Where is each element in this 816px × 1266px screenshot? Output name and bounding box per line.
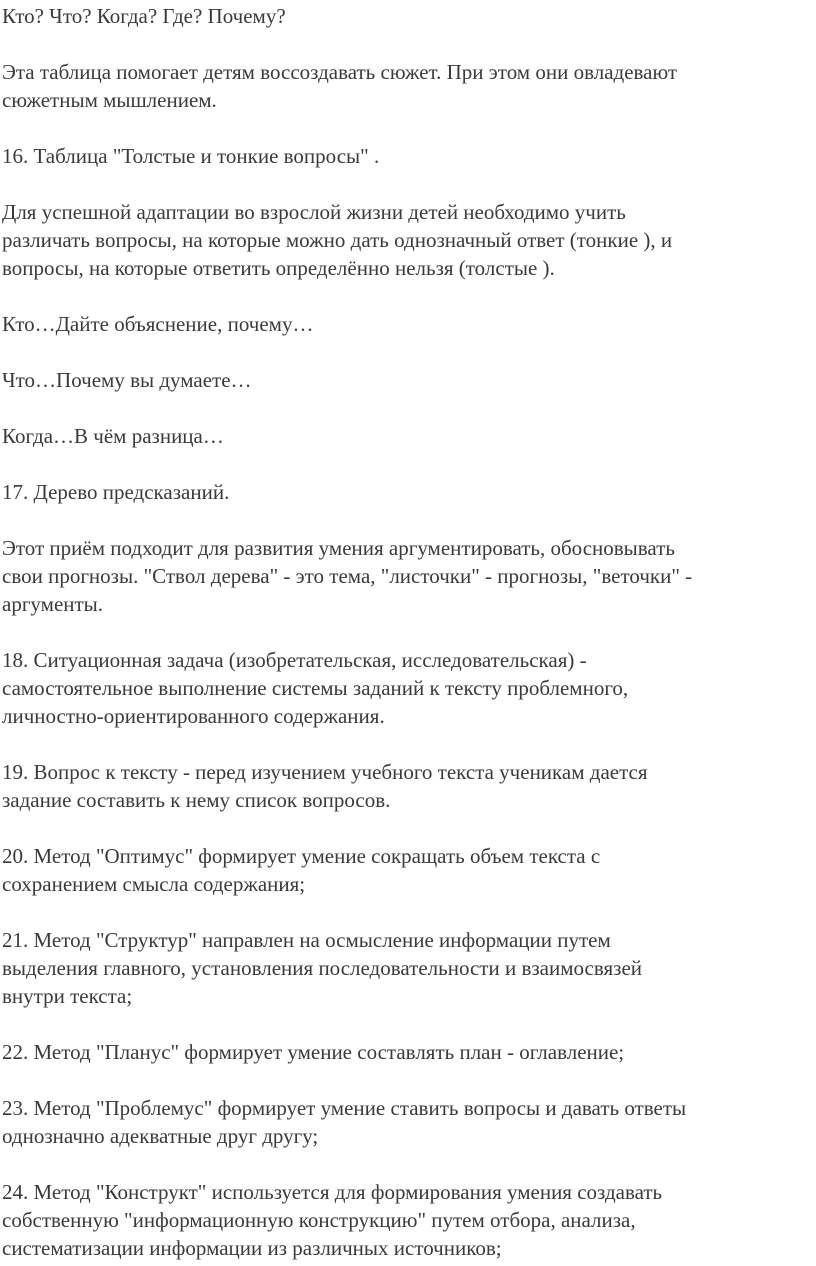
text-line: 21. Метод "Структур" направлен на осмысление информации путем bbox=[2, 928, 611, 952]
paragraph bbox=[0, 758, 802, 814]
text-line: систематизации информации из различных источников; bbox=[2, 1236, 502, 1260]
paragraph bbox=[0, 534, 802, 618]
text-line: Эта таблица помогает детям воссоздавать сюжет. При этом они овладевают bbox=[2, 60, 678, 84]
paragraph bbox=[0, 478, 802, 506]
text-line: 24. Метод "Конструкт" используется для формирования умения создавать bbox=[2, 1180, 663, 1204]
paragraph bbox=[0, 422, 802, 450]
text-line: Когда…В чём разница… bbox=[2, 424, 224, 448]
paragraph bbox=[0, 1178, 802, 1262]
text-line: внутри текста; bbox=[2, 984, 133, 1008]
text-line: Кто? Что? Когда? Где? Почему? bbox=[2, 4, 286, 28]
text-line: сюжетным мышлением. bbox=[2, 88, 217, 112]
paragraph bbox=[0, 1038, 802, 1066]
text-line: 17. Дерево предсказаний. bbox=[2, 480, 230, 504]
paragraph bbox=[0, 58, 802, 114]
text-line: 20. Метод "Оптимус" формирует умение сокращать объем текста с bbox=[2, 844, 601, 868]
paragraph bbox=[0, 198, 802, 282]
text-line: аргументы. bbox=[2, 592, 104, 616]
text-line: различать вопросы, на которые можно дать однозначный ответ (тонкие ), и bbox=[2, 228, 673, 252]
paragraph bbox=[0, 842, 802, 898]
text-line: Этот приём подходит для развития умения аргументировать, обосновывать bbox=[2, 536, 675, 560]
text-line: 18. Ситуационная задача (изобретательская, исследовательская) - bbox=[2, 648, 587, 672]
paragraph bbox=[0, 310, 802, 338]
paragraph bbox=[0, 1094, 802, 1150]
paragraph bbox=[0, 926, 802, 1010]
paragraph bbox=[0, 366, 802, 394]
text-line: Для успешной адаптации во взрослой жизни детей необходимо учить bbox=[2, 200, 626, 224]
text-line: свои прогнозы. "Ствол дерева" - это тема, "листочки" - прогнозы, "веточки" - bbox=[2, 564, 693, 588]
text-line: 16. Таблица "Толстые и тонкие вопросы" . bbox=[2, 144, 380, 168]
text-line: задание составить к нему список вопросов. bbox=[2, 788, 391, 812]
paragraph bbox=[0, 142, 802, 170]
text-line: 22. Метод "Планус" формирует умение составлять план - оглавление; bbox=[2, 1040, 625, 1064]
text-line: сохранением смысла содержания; bbox=[2, 872, 306, 896]
text-line: личностно-ориентированного содержания. bbox=[2, 704, 385, 728]
text-line: 23. Метод "Проблемус" формирует умение ставить вопросы и давать ответы bbox=[2, 1096, 687, 1120]
text-line: Что…Почему вы думаете… bbox=[2, 368, 252, 392]
text-line: собственную "информационную конструкцию" путем отбора, анализа, bbox=[2, 1208, 636, 1232]
paragraph bbox=[0, 2, 802, 30]
paragraph bbox=[0, 646, 802, 730]
text-line: вопросы, на которые ответить определённо нельзя (толстые ). bbox=[2, 256, 555, 280]
text-line: самостоятельное выполнение системы заданий к тексту проблемного, bbox=[2, 676, 629, 700]
text-line: Кто…Дайте объяснение, почему… bbox=[2, 312, 314, 336]
text-line: однозначно адекватные друг другу; bbox=[2, 1124, 319, 1148]
text-line: выделения главного, установления последовательности и взаимосвязей bbox=[2, 956, 642, 980]
text-line: 19. Вопрос к тексту - перед изучением учебного текста ученикам дается bbox=[2, 760, 648, 784]
